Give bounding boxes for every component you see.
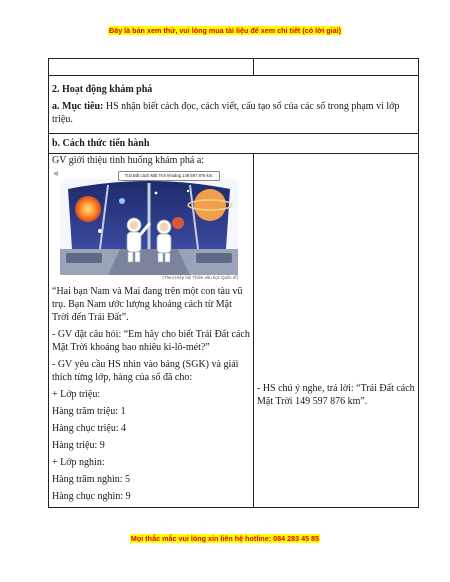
place-value-line: Hàng chục nghìn: 9 [52, 491, 131, 502]
method-cell [49, 134, 419, 154]
teacher-column-empty [49, 59, 254, 76]
goal-paragraph [52, 100, 415, 126]
place-value-line: Hàng trăm triệu: 1 [52, 406, 126, 417]
student-activity-cell [254, 154, 419, 508]
figure-callout: Trái Đất cách Mặt Trời khoảng 149 597 876 km. [118, 171, 220, 181]
method-title: b. Cách thức tiến hành [52, 138, 150, 149]
place-value-line: + Lớp triệu: [52, 389, 101, 400]
place-value-line: + Lớp nghìn: [52, 457, 105, 468]
figure-caption: (Theo Hiệp hội Thiên văn học Quốc tế) [162, 275, 238, 281]
table-row-empty [49, 59, 419, 76]
place-value-line: Hàng triệu: 9 [52, 440, 105, 451]
preview-banner [0, 26, 450, 35]
place-value-line: Hàng chục triệu: 4 [52, 423, 127, 434]
spaceship-scene-image [60, 179, 238, 275]
teacher-question: - GV đặt câu hỏi: “Em hãy cho biết Trái Đất cách Mặt Trời khoảng bao nhiêu ki-lô-mét?” [52, 329, 250, 353]
preview-banner-text: Đây là bản xem thử, vui lòng mua tài liệu để xem chi tiết (có lời giải) [109, 26, 341, 35]
goal-label: a. Mục tiêu: [52, 101, 104, 112]
contact-banner-text: Mọi thắc mắc vui lòng xin liên hệ hotline: 084 283 45 85 [130, 534, 320, 543]
contact-banner [0, 534, 450, 543]
teacher-activity-cell [49, 154, 254, 508]
table-row-section [49, 76, 419, 134]
lesson-table [48, 58, 419, 508]
student-column-empty [254, 59, 419, 76]
section-title: 2. Hoạt động khám phá [52, 84, 153, 95]
situation-quote: “Hai bạn Nam và Mai đang trên một con tàu vũ trụ. Bạn Nam ước lượng khoảng cách từ Mặt Trời đến Trái Đất”. [52, 286, 243, 323]
table-row-method [49, 134, 419, 154]
teacher-request: - GV yêu cầu HS nhìn vào bảng (SGK) và giải thích từng lớp, hàng của số đã cho: [52, 359, 239, 383]
student-answer: - HS chú ý nghe, trả lời: “Trái Đất cách Mặt Trời 149 597 876 km”. [257, 383, 415, 407]
figure-label: a) [54, 171, 59, 177]
goal-text: HS nhận biết cách đọc, cách viết, cấu tạo số của các số trong phạm vi lớp triệu. [52, 101, 400, 125]
section-cell [49, 76, 419, 134]
place-value-line: Hàng trăm nghìn: 5 [52, 474, 131, 485]
spaceship-illustration [54, 171, 242, 281]
teacher-intro: GV giới thiệu tình huống khám phá a: [52, 155, 205, 166]
table-row-activity [49, 154, 419, 508]
